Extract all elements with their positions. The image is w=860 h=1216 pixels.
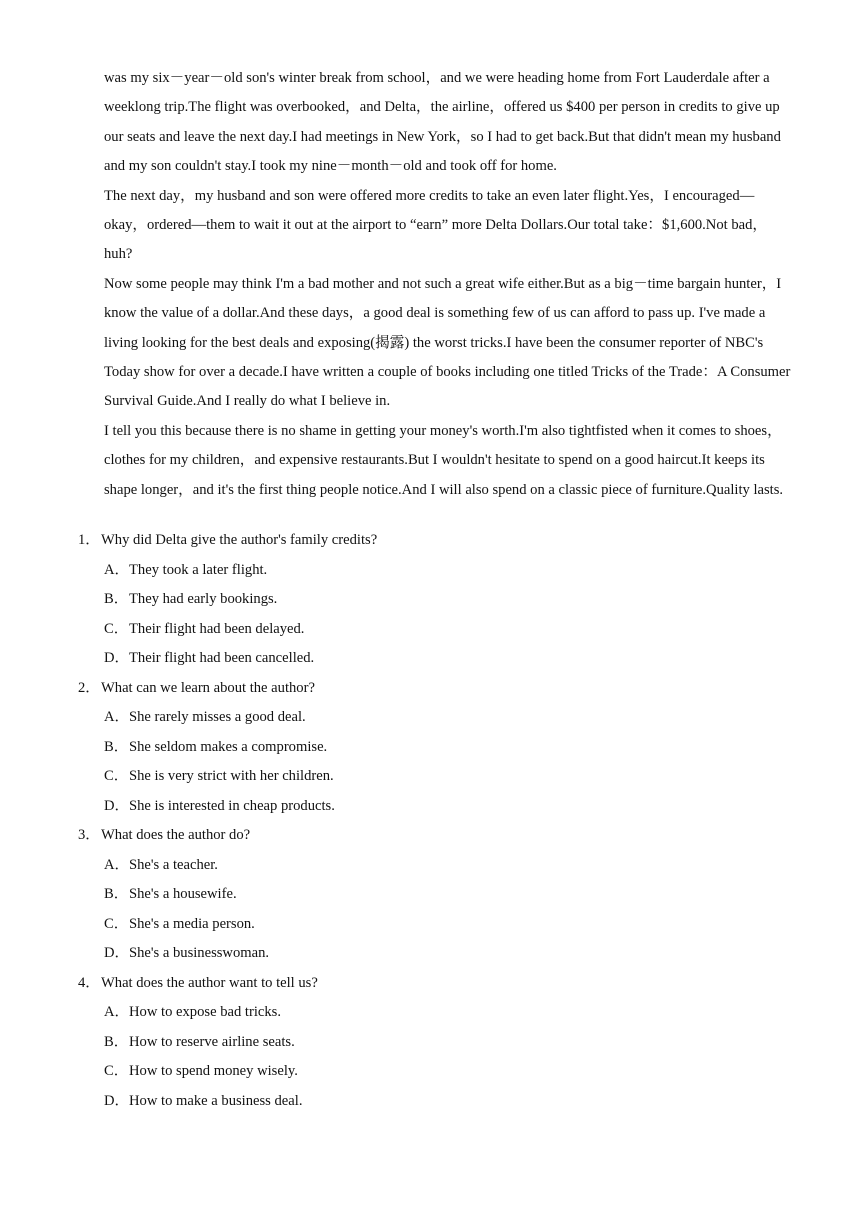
option-text: Their flight had been cancelled.: [129, 650, 315, 666]
question-3: [78, 821, 798, 969]
question-number: 4．: [78, 974, 100, 991]
option-c: [78, 762, 798, 792]
option-letter: B．: [104, 886, 129, 902]
option-text: How to reserve airline seats.: [129, 1033, 295, 1050]
question-2: [78, 674, 798, 822]
option-letter: D．: [104, 1092, 130, 1109]
option-c: [78, 1057, 798, 1087]
option-d: [78, 644, 798, 674]
option-a: [78, 703, 798, 733]
passage-paragraph: was my six－year－old son's winter break from school，and we were heading home from Fort Lauderdale after a weeklong trip.The flight was overbooked，and Delta，the airline，offered us $400 per person in credits to give up our seats and leave the next day.I had meetings in New York，so I had to get back.But that didn't mean my husband and my son couldn't stay.I took my nine－month－old and took off for home.: [104, 70, 781, 175]
question-text: What does the author do?: [101, 827, 251, 843]
question-number: 2．: [78, 679, 100, 696]
option-a: [78, 998, 798, 1028]
question-stem: [78, 526, 798, 556]
option-text: She's a media person.: [129, 915, 255, 932]
option-b: [78, 880, 798, 910]
option-c: [78, 910, 798, 940]
option-a: [78, 556, 798, 586]
option-text: How to expose bad tricks.: [129, 1004, 281, 1020]
question-number: 1．: [78, 532, 100, 548]
option-text: She is very strict with her children.: [129, 768, 334, 784]
option-text: She's a businesswoman.: [129, 945, 270, 961]
option-text: She is interested in cheap products.: [129, 797, 335, 814]
option-b: [78, 585, 798, 615]
question-stem: [78, 969, 798, 999]
option-letter: A．: [104, 561, 130, 578]
option-b: [78, 733, 798, 763]
option-text: They took a later flight.: [129, 561, 268, 578]
option-text: How to spend money wisely.: [129, 1063, 298, 1079]
question-stem: [78, 674, 798, 704]
option-c: [78, 615, 798, 645]
question-text: What can we learn about the author?: [101, 679, 315, 696]
option-text: She's a housewife.: [129, 886, 237, 902]
option-letter: C．: [104, 620, 129, 637]
option-letter: C．: [104, 1063, 129, 1079]
option-text: She seldom makes a compromise.: [129, 738, 328, 755]
option-a: [78, 851, 798, 881]
option-text: She's a teacher.: [129, 856, 218, 873]
option-text: How to make a business deal.: [129, 1092, 303, 1109]
question-text: What does the author want to tell us?: [101, 974, 318, 991]
option-d: [78, 792, 798, 822]
option-letter: A．: [104, 856, 130, 873]
option-letter: C．: [104, 915, 129, 932]
option-text: She rarely misses a good deal.: [129, 709, 306, 725]
option-letter: D．: [104, 797, 130, 814]
option-letter: A．: [104, 709, 130, 725]
question-list: [78, 526, 798, 1116]
option-d: [78, 939, 798, 969]
passage-paragraph: I tell you this because there is no shame in getting your money's worth.I'm also tightfisted when it comes to shoes，clothes for my children，and expensive restaurants.But I wouldn't hesitate to spend on a good haircut.It keeps its shape longer，and it's the first thing people notice.And I will also spend on a classic piece of furniture.Quality lasts.: [104, 422, 784, 498]
question-1: [78, 526, 798, 674]
option-d: [78, 1087, 798, 1117]
reading-passage: [104, 64, 794, 505]
passage-paragraph: Now some people may think I'm a bad mother and not such a great wife either.But as a big－time bargain hunter，I know the value of a dollar.And these days，a good deal is something few of us can afford to pass up. I've made a living looking for the best deals and exposing(揭露) the worst tricks.I have been the consumer reporter of NBC's Today show for over a decade.I have written a couple of books including one titled Tricks of the Trade：A Consumer Survival Guide.And I really do what I believe in.: [104, 275, 791, 410]
option-letter: C．: [104, 768, 129, 784]
option-letter: A．: [104, 1004, 130, 1020]
question-text: Why did Delta give the author's family credits?: [101, 532, 378, 548]
question-4: [78, 969, 798, 1117]
question-number: 3．: [78, 827, 100, 843]
option-letter: B．: [104, 738, 129, 755]
option-letter: B．: [104, 591, 129, 607]
option-letter: D．: [104, 945, 130, 961]
passage-paragraph: The next day，my husband and son were offered more credits to take an even later flight.Yes，I encouraged—okay，ordered—them to wait it out at the airport to “earn” more Delta Dollars.Our total take：$1,600.Not bad，huh?: [104, 187, 768, 263]
option-text: Their flight had been delayed.: [129, 620, 305, 637]
option-letter: B．: [104, 1033, 129, 1050]
question-stem: [78, 821, 798, 851]
option-text: They had early bookings.: [129, 591, 278, 607]
option-letter: D．: [104, 650, 130, 666]
option-b: [78, 1028, 798, 1058]
